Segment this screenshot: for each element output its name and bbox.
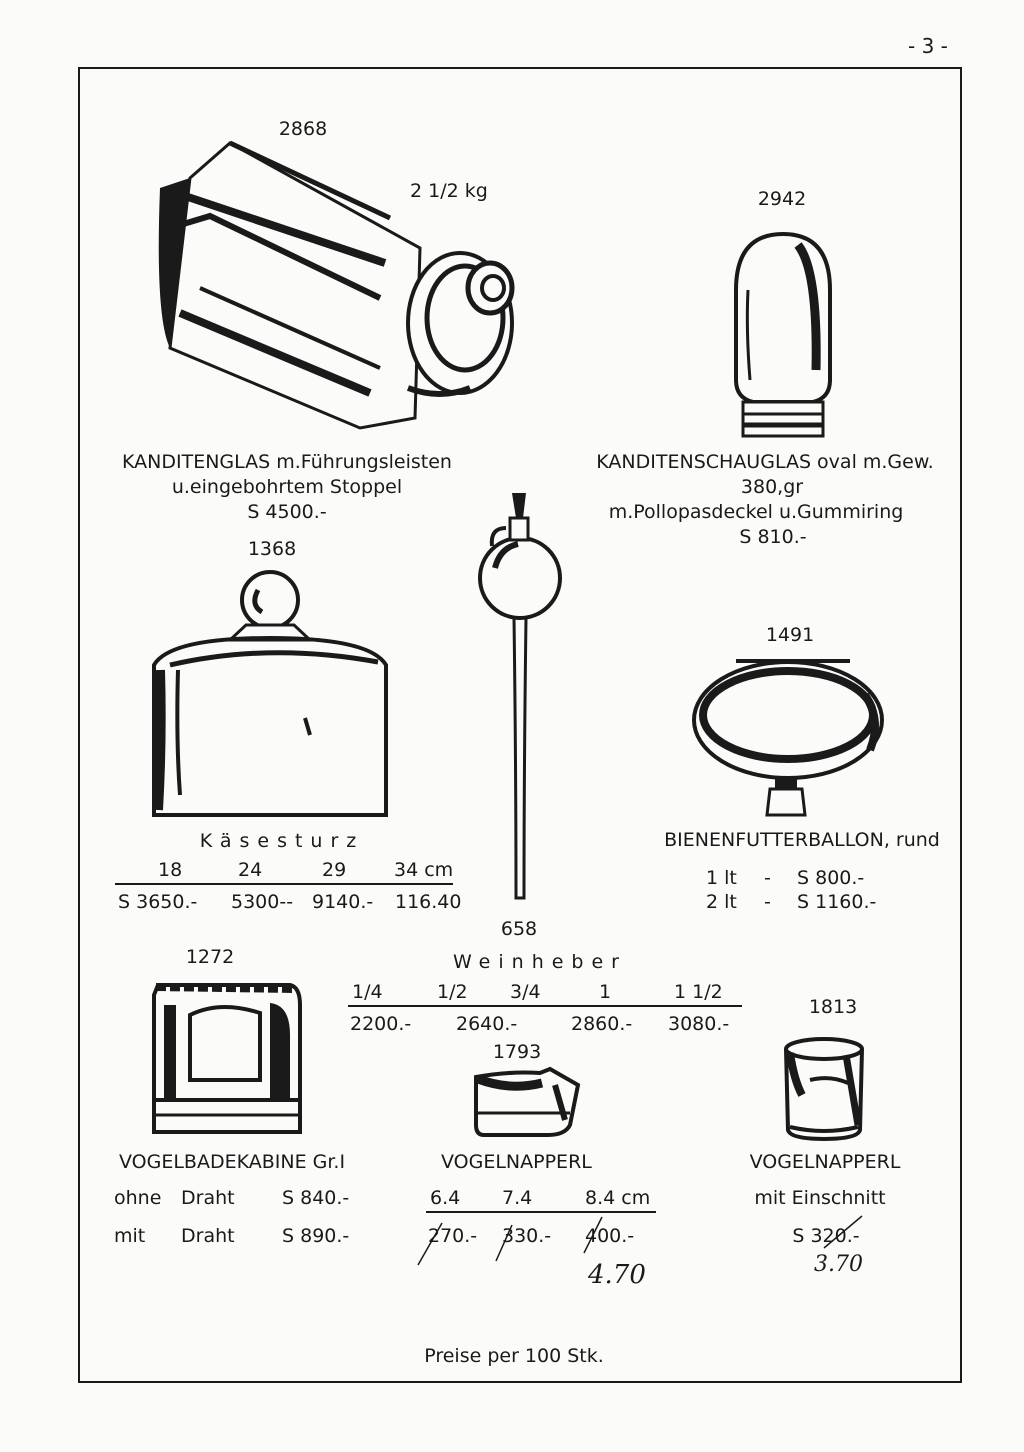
kaesesturz-size-3: 29 (322, 859, 347, 881)
vogelbadekabine-illustration (150, 975, 305, 1140)
weinheber-price-4: 3080.- (668, 1013, 730, 1035)
kanditenglas-illustration (150, 138, 520, 438)
item-number-658: 658 (500, 918, 538, 940)
ballon-row1-size: 1 lt (706, 867, 737, 889)
ballon-row2-price: S 1160.- (797, 891, 877, 913)
vogelnapperl-einschnitt-illustration (780, 1035, 870, 1145)
napperl-size-3: 8.4 cm (585, 1187, 651, 1209)
kaesesturz-illustration (150, 570, 390, 818)
kabine-row1-label2: Draht (181, 1187, 235, 1209)
kanditenglas-line1: KANDITENGLAS m.Führungsleisten (122, 451, 452, 473)
weinheber-price-2: 2640.- (456, 1013, 518, 1035)
kaesesturz-price-1: S 3650.- (118, 891, 198, 913)
price-strike-stroke (810, 1212, 870, 1252)
kaesesturz-price-2: 5300-- (231, 891, 294, 913)
kanditenglas-line2: u.eingebohrtem Stoppel (171, 476, 403, 498)
kaesesturz-size-2: 24 (238, 859, 263, 881)
ballon-row2-dash: - (764, 891, 771, 913)
footer-note: Preise per 100 Stk. (424, 1345, 604, 1367)
kaesesturz-rule (115, 883, 453, 885)
weinheber-rule (348, 1005, 742, 1007)
page-number: - 3 - (908, 34, 948, 58)
kanditenschauglas-line3: m.Pollopasdeckel u.Gummiring (608, 501, 904, 523)
bienenfutterballon-illustration (690, 655, 890, 820)
napperl-price-1: 270.- (428, 1225, 478, 1247)
item-number-1368: 1368 (247, 538, 297, 560)
item-number-1272: 1272 (185, 946, 235, 968)
napperl-rule (426, 1211, 656, 1213)
weinheber-price-3: 2860.- (571, 1013, 633, 1035)
item-number-2942: 2942 (757, 188, 807, 210)
vogelnapperl-illustration (470, 1065, 585, 1140)
napperl-price-2: 330.- (502, 1225, 552, 1247)
weinheber-size-1: 1/4 (352, 981, 383, 1003)
kaesesturz-title: Käsesturz (199, 830, 365, 852)
item-number-1793: 1793 (492, 1041, 542, 1063)
item-number-1813: 1813 (808, 996, 858, 1018)
kaesesturz-price-3: 9140.- (312, 891, 374, 913)
vogelnapperl2-subtitle: mit Einschnitt (754, 1187, 886, 1209)
weinheber-size-2: 1/2 (437, 981, 468, 1003)
kanditenschauglas-price: S 810.- (739, 526, 807, 548)
kaesesturz-price-4: 116.40 (395, 891, 462, 913)
item-number-2868: 2868 (278, 118, 328, 140)
weinheber-illustration (470, 488, 570, 908)
kanditenschauglas-line2: 380,gr (740, 476, 804, 498)
weinheber-title: Weinheber (453, 951, 627, 973)
kabine-row1-price: S 840.- (282, 1187, 350, 1209)
ballon-row1-dash: - (764, 867, 771, 889)
ballon-row1-price: S 800.- (797, 867, 865, 889)
kaesesturz-size-1: 18 (158, 859, 183, 881)
kaesesturz-size-4: 34 cm (394, 859, 454, 881)
kabine-row1-label: ohne (114, 1187, 162, 1209)
kanditenschauglas-illustration (728, 230, 838, 440)
kabine-row2-label: mit (114, 1225, 146, 1247)
napperl-size-1: 6.4 (430, 1187, 461, 1209)
ballon-row2-size: 2 lt (706, 891, 737, 913)
kabine-row2-label2: Draht (181, 1225, 235, 1247)
napperl2-handwritten-price: 3.70 (814, 1252, 863, 1277)
kanditenglas-price: S 4500.- (247, 501, 327, 523)
vogelbadekabine-title: VOGELBADEKABINE Gr.I (119, 1151, 346, 1173)
kabine-row2-price: S 890.- (282, 1225, 350, 1247)
weinheber-size-4: 1 (599, 981, 612, 1003)
napperl-price-3: 400.- (585, 1225, 635, 1247)
weight-label: 2 1/2 kg (410, 180, 488, 202)
vogelnapperl2-price: S 320.- (792, 1225, 860, 1247)
bienenfutterballon-title: BIENENFUTTERBALLON, rund (664, 829, 940, 851)
vogelnapperl-title: VOGELNAPPERL (441, 1151, 592, 1173)
kanditenschauglas-line1: KANDITENSCHAUGLAS oval m.Gew. (596, 451, 934, 473)
weinheber-size-5: 1 1/2 (674, 981, 723, 1003)
weinheber-size-3: 3/4 (510, 981, 541, 1003)
napperl-handwritten-price: 4.70 (588, 1260, 646, 1290)
napperl-size-2: 7.4 (502, 1187, 533, 1209)
vogelnapperl2-title: VOGELNAPPERL (749, 1151, 901, 1173)
item-number-1491: 1491 (765, 624, 815, 646)
weinheber-price-1: 2200.- (350, 1013, 412, 1035)
